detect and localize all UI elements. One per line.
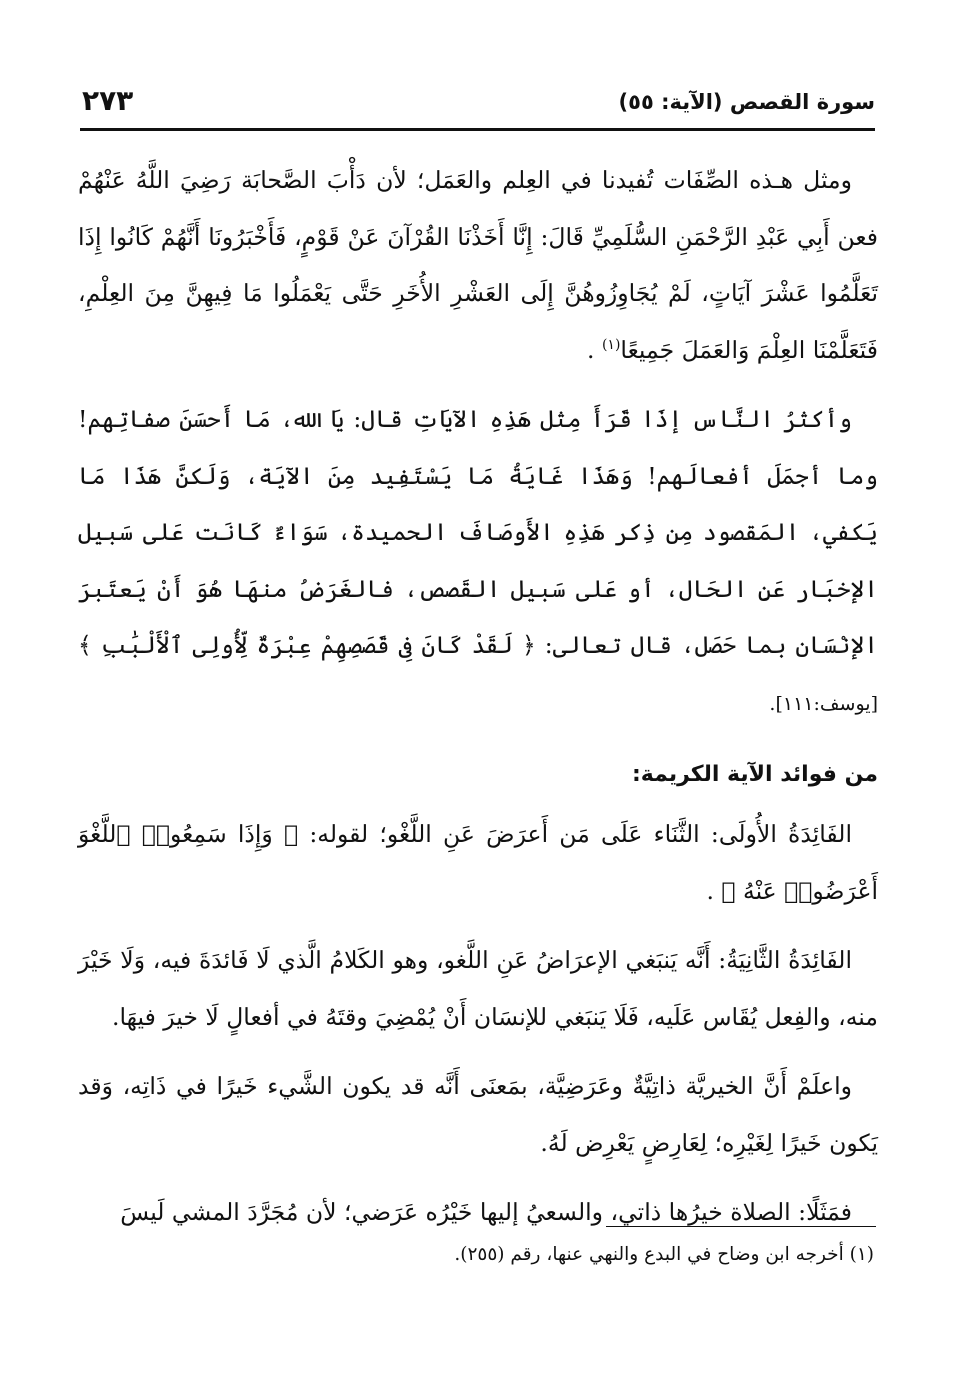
paragraph-3-text: الفَائِدَةُ الأُولَى: الثَّنَاء عَلَى مَن أَعرَضَ عَنِ اللَّغْو؛ لقوله: [309, 820, 852, 848]
paragraph-6: فمَثَلًا: الصلاة خيرُها ذاتي، والسعيُ إليها خَيْرُه عَرَضي؛ لأن مُجَرَّدَ المشي لَيسَ [120, 1198, 852, 1226]
section-heading: من فوائد الآية الكريمة: [631, 762, 878, 787]
paragraph-5: واعلَمْ أَنَّ الخيريَّة ذاتِيَّةٌ وعَرَضِيَّة، بمَعنَى أَنَّه قد يكون الشَّيء خَيرًا في ذَاتِه، وَقد يَكون خَيرًا لِغَيْرِه؛ لِعَارِضٍ يَعْرِض لَهُ. [78, 1072, 878, 1157]
paragraph-1-text: ومثل هـذه الصِّفَات تُفيدنا في العِلم والعَمَل؛ لأن دَأْبَ الصَّحابَة رَضِيَ اللَّهُ عَنْهُمْ فعن أَبِي عَبْدِ الرَّحْمَنِ السُّلَمِيِّ قَالَ: إِنَّا أَخَذْنَا القُرْآنَ عَنْ قَوْمٍ، فَأَخْبَرُونَا أَنَّهُمْ كَانُوا إِذَا تَعَلَّمُوا عَشْرَ آيَاتٍ، لَمْ يُجَاوِزُوهُنَّ إِلَى العَشْرِ الأُخَرِ حَتَّى يَعْمَلُوا مَا فِيهِنَّ مِنَ العِلْمِ، فَتَعَلَّمْنَا العِلْمَ وَالعَمَلَ جَمِيعًا [78, 166, 878, 364]
footnote: (١) أخرجه ابن وضاح في البدع والنهي عنها، رقم (٢٥٥). [454, 1244, 874, 1265]
quran-verse-yusuf: ﴿ لَقَدْ كَانَ فِى قَصَصِهِمْ عِبْرَةٌ لِّأُولِى ٱلْأَلْبَٰبِ ﴾ [78, 631, 536, 659]
paragraph-3-end: . [706, 876, 714, 905]
paragraph-2 [78, 391, 878, 732]
paragraph-1 [78, 152, 878, 378]
running-title: سورة القصص (الآية: ٥٥) [618, 90, 875, 114]
page-number: ٢٧٣ [82, 84, 134, 117]
verse-reference: [يوسف:١١١]. [769, 692, 878, 715]
paragraph-3 [78, 806, 878, 919]
paragraph-1-end: . [586, 335, 595, 364]
quran-verse-qasas: ﴿ وَإِذَا سَمِعُوا۟ ٱللَّغْوَ أَعْرَضُوا۟ عَنْهُ ﴾ [78, 820, 878, 905]
paragraph-4: الفَائِدَةُ الثَّانِيَةُ: أَنَّه يَنبَغي الإعرَاضُ عَنِ اللَّغو، وهو الكَلامُ الَّذي لَا فَائدَةَ فيه، وَلَا خَيْرَ منه، والفِعل يُقَاس عَلَيه، فَلَا يَنبَغي للإنسَان أَنْ يُمْضِيَ وقتَهُ في أفعالٍ لَا خيرَ فيهَا. [78, 946, 878, 1031]
paragraph-2-text: وأكثرُ النَّاس إذَا قَرَأَ مِثل هَذِهِ الآيَاتِ قال: يَا الله، مَا أَحسَنَ صفاتِهم! وما أجمَلَ أفعالَهم! وَهَذَا غَايَةُ مَا يَسْتَفِيد مِنَ الآيَة، وَلَكنَّ هَذَا مَا يَكفي، المَقصود مِن ذِكر هَذِهِ الأَوصَافَ الحميدة، سَوَاءٌ كَانَت عَلى سَبيل الإخبَار عَنِ الحَال، أو عَلى سَبيل القَصص، فالغَرَضُ منهَا هُوَ أَنْ يَعتَبرَ الإنْسَان بما حَصَل، قال تعالى: [78, 405, 878, 659]
main-text [78, 152, 878, 1241]
footnote-divider [606, 1226, 876, 1227]
page-header [80, 84, 875, 131]
footnote-marker: (١) [601, 336, 621, 353]
